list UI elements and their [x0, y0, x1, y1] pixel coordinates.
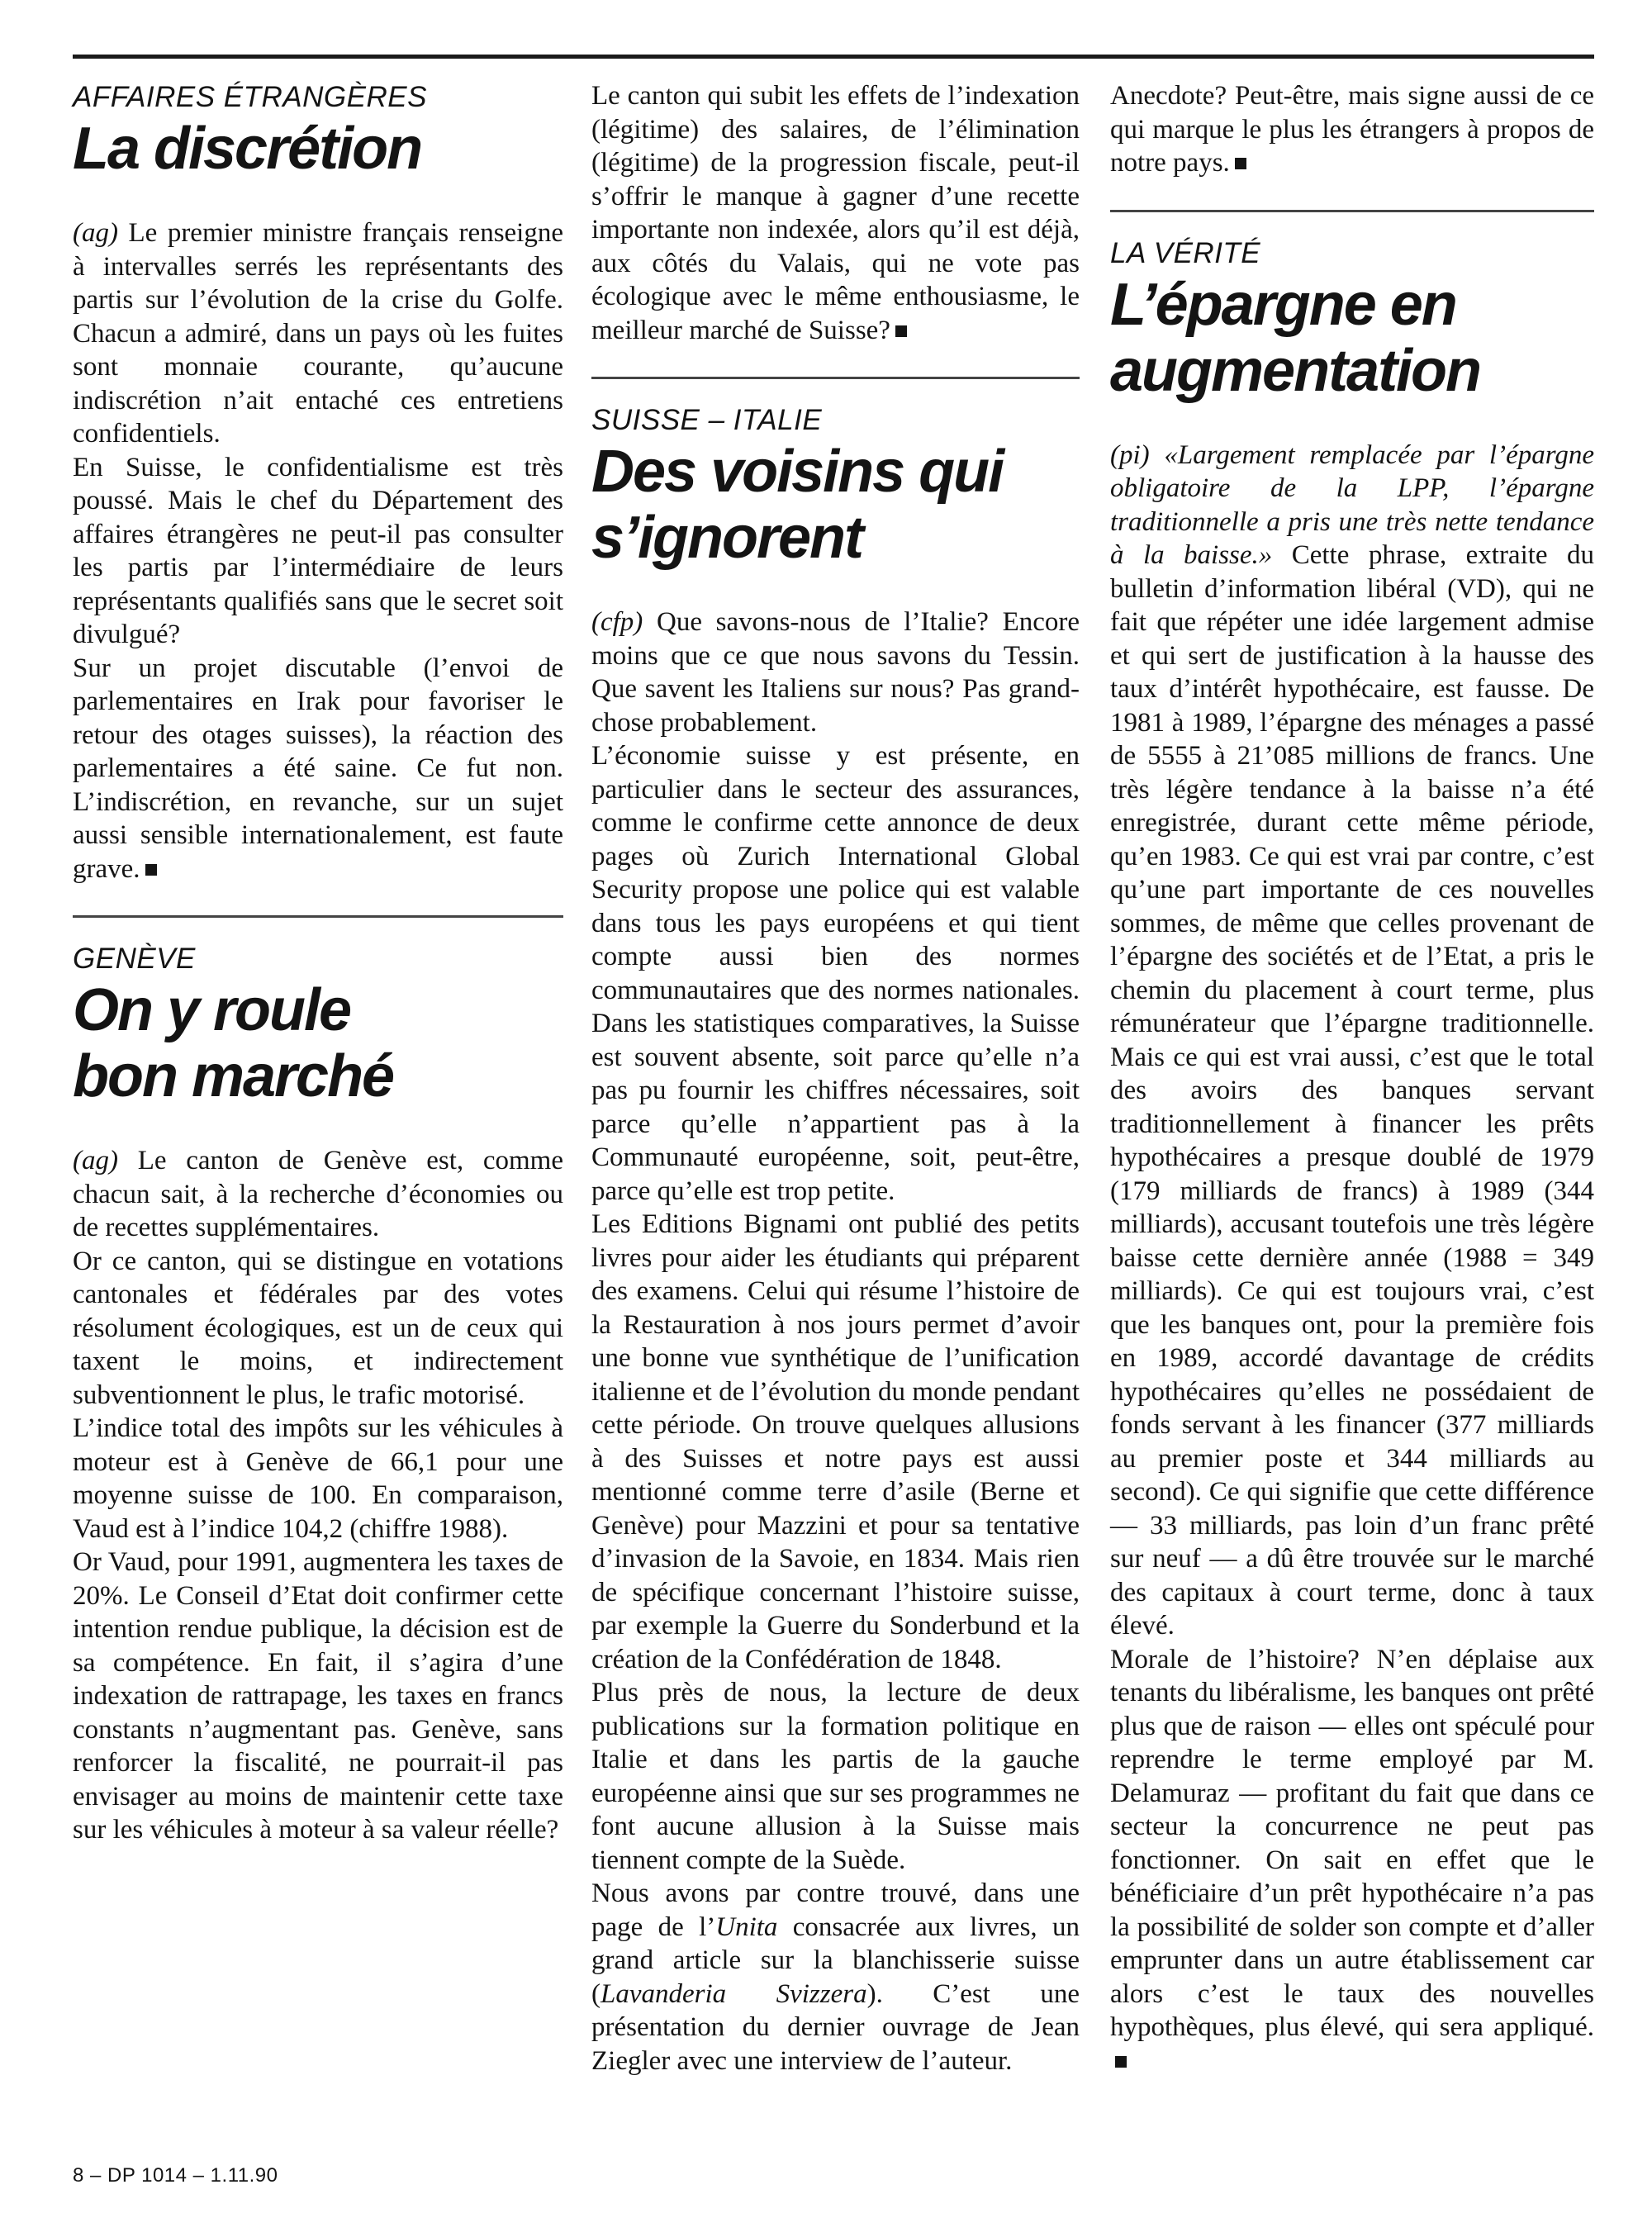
author-tag: (pi): [1110, 439, 1150, 470]
article-headline: On y roule bon marché: [73, 977, 394, 1109]
paragraph: Le canton de Genève est, comme chacun sait, à la recherche d’économies ou de recettes supplémentaires.: [73, 1146, 563, 1242]
paragraph: Or ce canton, qui se distingue en votations cantonales et fédérales par des votes résolument écologiques, est un de ceux qui taxent le moins, et indirectement subventionnent le plus, le trafic motorisé.: [73, 1246, 563, 1410]
article-geneve: [73, 941, 563, 1847]
article-headline: Des voisins qui s’ignorent: [591, 439, 1004, 571]
article-body: [73, 1144, 563, 1847]
article-body: [73, 216, 563, 886]
author-tag: (ag): [73, 218, 118, 248]
author-tag: (ag): [73, 1146, 118, 1175]
paragraph: L’indice total des impôts sur les véhicules à moteur est à Genève de 66,1 pour une moyenne suisse de 100. En comparaison, Vaud est à l’indice 104,2 (chiffre 1988).: [73, 1413, 563, 1544]
paragraph: Les Editions Bignami ont publié des petits livres pour aider les étudiants qui préparent des examens. Celui qui résume l’histoire de la Restauration à nos jours permet d’avoir une bonne vue synthétique de l’unification italienne et de l’évolution du monde pendant cette période. On trouve quelques allusions à des Suisses et notre pays est aussi mentionné comme terre d’asile (Berne et Genève) pour Mazzini et pour sa tentative d’invasion de la Savoie, en 1834. Mais rien de spécifique concernant l’histoire suisse, par exemple la Guerre du Sonderbund et la création de la Confédération de 1848.: [591, 1209, 1080, 1674]
article-kicker: GENÈVE: [73, 943, 196, 975]
column-1: [73, 79, 563, 1877]
article-affaires-etrangeres: [73, 79, 563, 886]
author-tag: (cfp): [591, 607, 643, 637]
paragraph: En Suisse, le confidentialisme est très poussé. Mais le chef du Département des affaires étrangères ne peut-il pas consulter les partis par l’intermédiaire de leurs représentants qualifiés sans que le secret soit divulgué?: [73, 452, 563, 649]
paragraph: Nous avons par contre trouvé, dans une page de l’Unita consacrée aux livres, un grand article sur la blanchisserie suisse (Lavanderia Svizzera). C’est une présentation du dernier ouvrage de Jean Ziegler avec une interview de l’auteur.: [591, 1878, 1080, 2076]
column-3: [1110, 79, 1594, 2107]
article-suisse-italie-continued: [1110, 79, 1594, 180]
paragraph: Plus près de nous, la lecture de deux publications sur la formation politique en Italie et dans les partis de la gauche européenne ainsi que sur ses programmes ne font aucune allusion à la Suisse mais tiennent compte de la Suède.: [591, 1678, 1080, 1875]
article-separator: [1110, 210, 1594, 212]
column-2: [591, 79, 1080, 2107]
paragraph: Que savons-nous de l’Italie? Encore moins que ce que nous savons du Tessin. Que savent les Italiens sur nous? Pas grand-chose probablement.: [591, 607, 1080, 738]
paragraph: Or Vaud, pour 1991, augmentera les taxes de 20%. Le Conseil d’Etat doit confirmer cette intention rendue publique, la décision est de sa compétence. En fait, il s’agira d’une indexation de rattrapage, les taxes en francs constants n’augmentant pas. Genève, sans renforcer la fiscalité, ne pourrait-il pas envisager au moins de maintenir cette taxe sur les véhicules à moteur à sa valeur réelle?: [73, 1547, 563, 1845]
paragraph: Le canton qui subit les effets de l’indexation (légitime) des salaires, de l’élimination (légitime) de la progression fiscale, peut-il s’offrir le manque à gagner d’une recette importante non indexée, alors qu’il est déjà, aux côtés du Valais, qui ne vote pas écologique avec le même enthousiasme, le meilleur marché de Suisse?: [591, 81, 1080, 345]
paragraph: Anecdote? Peut-être, mais signe aussi de ce qui marque le plus les étrangers à propos de notre pays.: [1110, 81, 1594, 178]
article-separator: [73, 915, 563, 918]
article-kicker: AFFAIRES ÉTRANGÈRES: [73, 81, 427, 113]
article-suisse-italie: [591, 402, 1080, 2078]
end-mark-icon: [1115, 2056, 1127, 2068]
top-rule: [73, 55, 1594, 59]
paragraph: Le premier ministre français renseigne à intervalles serrés les représentants des partis sur l’évolution de la crise du Golfe. Chacun a admiré, dans un pays où les fuites sont monnaie courante, qu’aucune indiscrétion n’ait entaché ces entretiens confidentiels.: [73, 218, 563, 449]
end-mark-icon: [145, 864, 157, 876]
quote: «Largement remplacée par l’épargne obligatoire de la LPP, l’épargne traditionnelle a pris une très nette tendance à la baisse.»: [1110, 439, 1595, 570]
article-headline: La discrétion: [73, 116, 422, 182]
article-kicker: LA VÉRITÉ: [1110, 236, 1261, 269]
article-la-verite: [1110, 235, 1594, 2078]
article-kicker: SUISSE – ITALIE: [591, 404, 823, 436]
article-geneve-continued: [591, 79, 1080, 347]
end-mark-icon: [1235, 158, 1246, 169]
end-mark-icon: [895, 325, 907, 337]
article-body: [591, 605, 1080, 2078]
article-body: [1110, 439, 1594, 2078]
page-folio: 8 – DP 1014 – 1.11.90: [73, 2164, 278, 2187]
article-separator: [591, 377, 1080, 379]
paragraph: Cette phrase, extraite du bulletin d’information libéral (VD), qui ne fait que répéter une idée largement admise et qui sert de justification à la hausse des taux d’intérêt hypothécaire, est fausse. De 1981 à 1989, l’épargne des ménages a passé de 5555 à 21’085 millions de francs. Une très légère tendance à la baisse n’a été enregistrée, durant cette même période, qu’en 1983. Ce qui est vrai par contre, c’est qu’une part importante de ces nouvelles sommes, de même que celles provenant de l’épargne des sociétés et de l’Etat, a pris le chemin du placement à court terme, plus rémunérateur que l’épargne traditionnelle. Mais ce qui est vrai aussi, c’est que le total des avoirs des banques servant traditionnellement à financer les prêts hypothécaires a presque doublé de 1979 (179 milliards de francs) à 1989 (344 milliards), accusant toutefois une très légère baisse cette dernière année (1988 = 349 milliards). Ce qui est toujours vrai, c’est que les banques ont, pour la première fois en 1989, accordé davantage de crédits hypothécaires qu’elles ne possédaient de fonds servant à les financer (377 milliards au premier poste et 344 milliards au second). Ce qui signifie que cette différence — 33 milliards, pas loin d’un franc prêté sur neuf — a dû être trouvée sur le marché des capitaux à court terme, donc à taux élevé.: [1110, 540, 1594, 1641]
paragraph: L’économie suisse y est présente, en particulier dans le secteur des assurances, comme le confirme cette annonce de deux pages où Zurich International Global Security propose une police qui est valable dans tous les pays européens et qui tient compte aussi bien des normes communautaires que des normes nationales. Dans les statistiques comparatives, la Suisse est souvent absente, soit parce qu’elle n’a pas pu fournir les chiffres nécessaires, soit parce qu’elle n’appartient pas à la Communauté européenne, soit, peut-être, parce qu’elle est trop petite.: [591, 741, 1080, 1206]
paragraph: Morale de l’histoire? N’en déplaise aux tenants du libéralisme, les banques ont prêté plus que de raison — elles ont spéculé pour reprendre le terme employé par M. Delamuraz — profitant du fait que dans ce secteur la concurrence ne peut pas fonctionner. On sait en effet que le bénéficiaire d’un prêt hypothécaire n’a pas la possibilité de solder son compte et d’aller emprunter dans un autre établissement car alors c’est le taux des nouvelles hypothèques, plus élevé, qui sera appliqué.: [1110, 1644, 1594, 2042]
article-headline: L’épargne en augmentation: [1110, 271, 1481, 404]
paragraph: Sur un projet discutable (l’envoi de parlementaires en Irak pour favoriser le retour des otages suisses), la réaction des parlementaires a été saine. Ce fut non. L’indiscrétion, en revanche, sur un sujet aussi sensible internationalement, est faute grave.: [73, 653, 563, 884]
